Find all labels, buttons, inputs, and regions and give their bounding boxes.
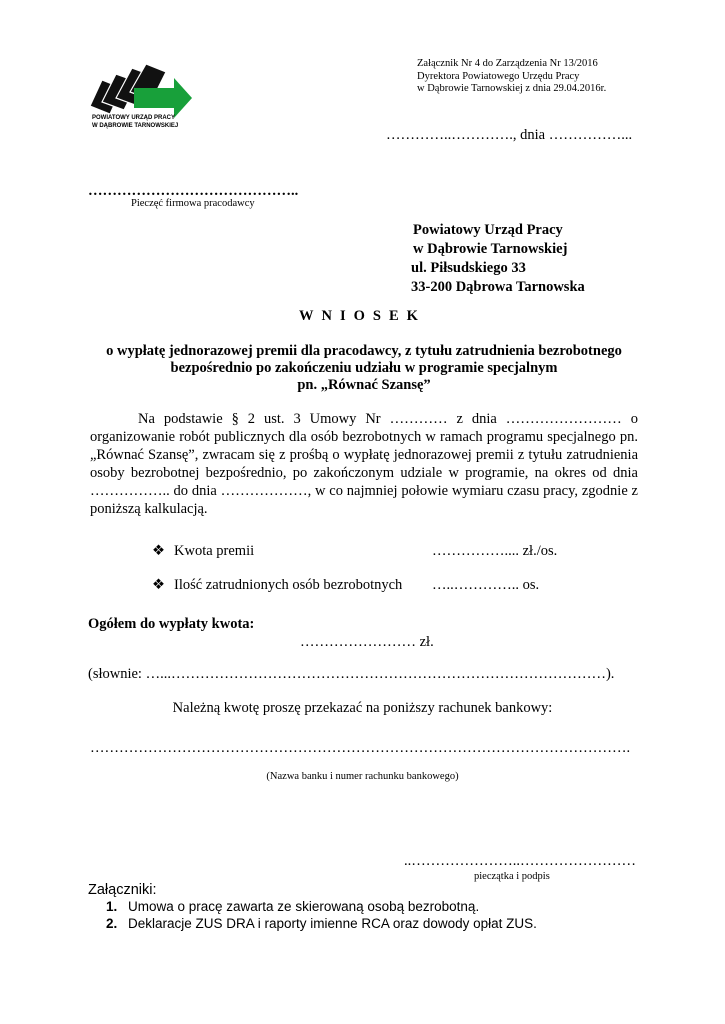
employer-stamp-label: Pieczęć firmowa pracodawcy	[131, 198, 255, 209]
amount-in-words-field[interactable]: (słownie: …...………………………………………………………………………………).	[88, 666, 615, 682]
office-logo	[88, 62, 198, 142]
subtitle-line: o wypłatę jednorazowej premii dla pracodawcy, z tytułu zatrudnienia bezrobotnego	[106, 343, 622, 359]
addressee-block	[413, 221, 585, 297]
transfer-instruction: Należną kwotę proszę przekazać na poniższy rachunek bankowy:	[172, 700, 553, 716]
addressee-line: ul. Piłsudskiego 33	[411, 260, 526, 276]
addressee-line: Powiatowy Urząd Pracy	[413, 222, 563, 238]
document-subtitle	[90, 343, 638, 394]
subtitle-line: bezpośrednio po zakończeniu udziału w programie specjalnym	[170, 360, 558, 376]
regulation-note-line: w Dąbrowie Tarnowskiej z dnia 29.04.2016r.	[417, 83, 607, 94]
logo-text-line2: W DĄBROWIE TARNOWSKIEJ	[92, 123, 179, 129]
employed-count-label: Ilość zatrudnionych osób bezrobotnych	[174, 577, 403, 593]
bank-account-field[interactable]: ………………………………………………………………………………………………….	[90, 740, 631, 756]
employed-count-row	[152, 577, 402, 594]
bonus-amount-row	[152, 543, 254, 560]
diamond-bullet-icon: ❖	[152, 577, 165, 593]
request-paragraph: Na podstawie § 2 ust. 3 Umowy Nr ………… z dnia …………………… o organizowanie robót publicznych dla osób bezrobotnych w ramach programu specjalnego pn. „Równać Szansę”, zwracam się z prośbą o wypłatę jednorazowej premii z tytułu zatrudnienia osoby bezrobotnej bezpośrednio, po zakończonym udziale w programie, na okres od dnia …………….. do dnia ………………, w co najmniej połowie wymiaru czasu pracy, zgodnie z poniższą kalkulacją.	[90, 411, 638, 517]
total-amount-field[interactable]: …………………… zł.	[300, 634, 434, 650]
list-item-text: Deklaracje ZUS DRA i raporty imienne RCA oraz dowody opłat ZUS.	[128, 916, 537, 931]
diamond-bullet-icon: ❖	[152, 543, 165, 559]
regulation-note-line: Załącznik Nr 4 do Zarządzenia Nr 13/2016	[417, 58, 598, 69]
request-body	[90, 410, 638, 518]
logo-text-line1: POWIATOWY URZĄD PRACY	[92, 115, 176, 121]
bonus-amount-field[interactable]: …………….... zł./os.	[432, 543, 558, 559]
logo-graphic	[88, 62, 198, 142]
attachments-heading: Załączniki:	[88, 882, 157, 898]
addressee-line: w Dąbrowie Tarnowskiej	[413, 241, 568, 257]
list-item-number: 2.	[106, 916, 118, 931]
place-date-field[interactable]: …………..…………., dnia ……………...	[386, 127, 633, 143]
bonus-amount-label: Kwota premii	[174, 543, 255, 559]
list-item	[106, 898, 537, 915]
attachments-list	[106, 898, 537, 932]
total-amount-label: Ogółem do wypłaty kwota:	[88, 616, 255, 632]
signature-label: pieczątka i podpis	[474, 871, 550, 882]
employed-count-field[interactable]: …..………….. os.	[432, 577, 540, 593]
bank-account-label: (Nazwa banku i numer rachunku bankowego)	[266, 771, 459, 782]
addressee-line: 33-200 Dąbrowa Tarnowska	[411, 279, 585, 295]
signature-field[interactable]: ..…………………..……………………	[404, 853, 636, 869]
regulation-note-line: Dyrektora Powiatowego Urzędu Pracy	[417, 70, 580, 82]
subtitle-line: pn. „Równać Szansę”	[297, 377, 431, 393]
list-item-text: Umowa o pracę zawarta ze skierowaną osobą bezrobotną.	[128, 899, 480, 914]
document-title: WNIOSEK	[299, 308, 426, 324]
list-item	[106, 915, 537, 932]
regulation-note	[417, 58, 606, 96]
employer-stamp-field[interactable]: ……………………………………..	[88, 183, 299, 199]
list-item-number: 1.	[106, 899, 118, 914]
